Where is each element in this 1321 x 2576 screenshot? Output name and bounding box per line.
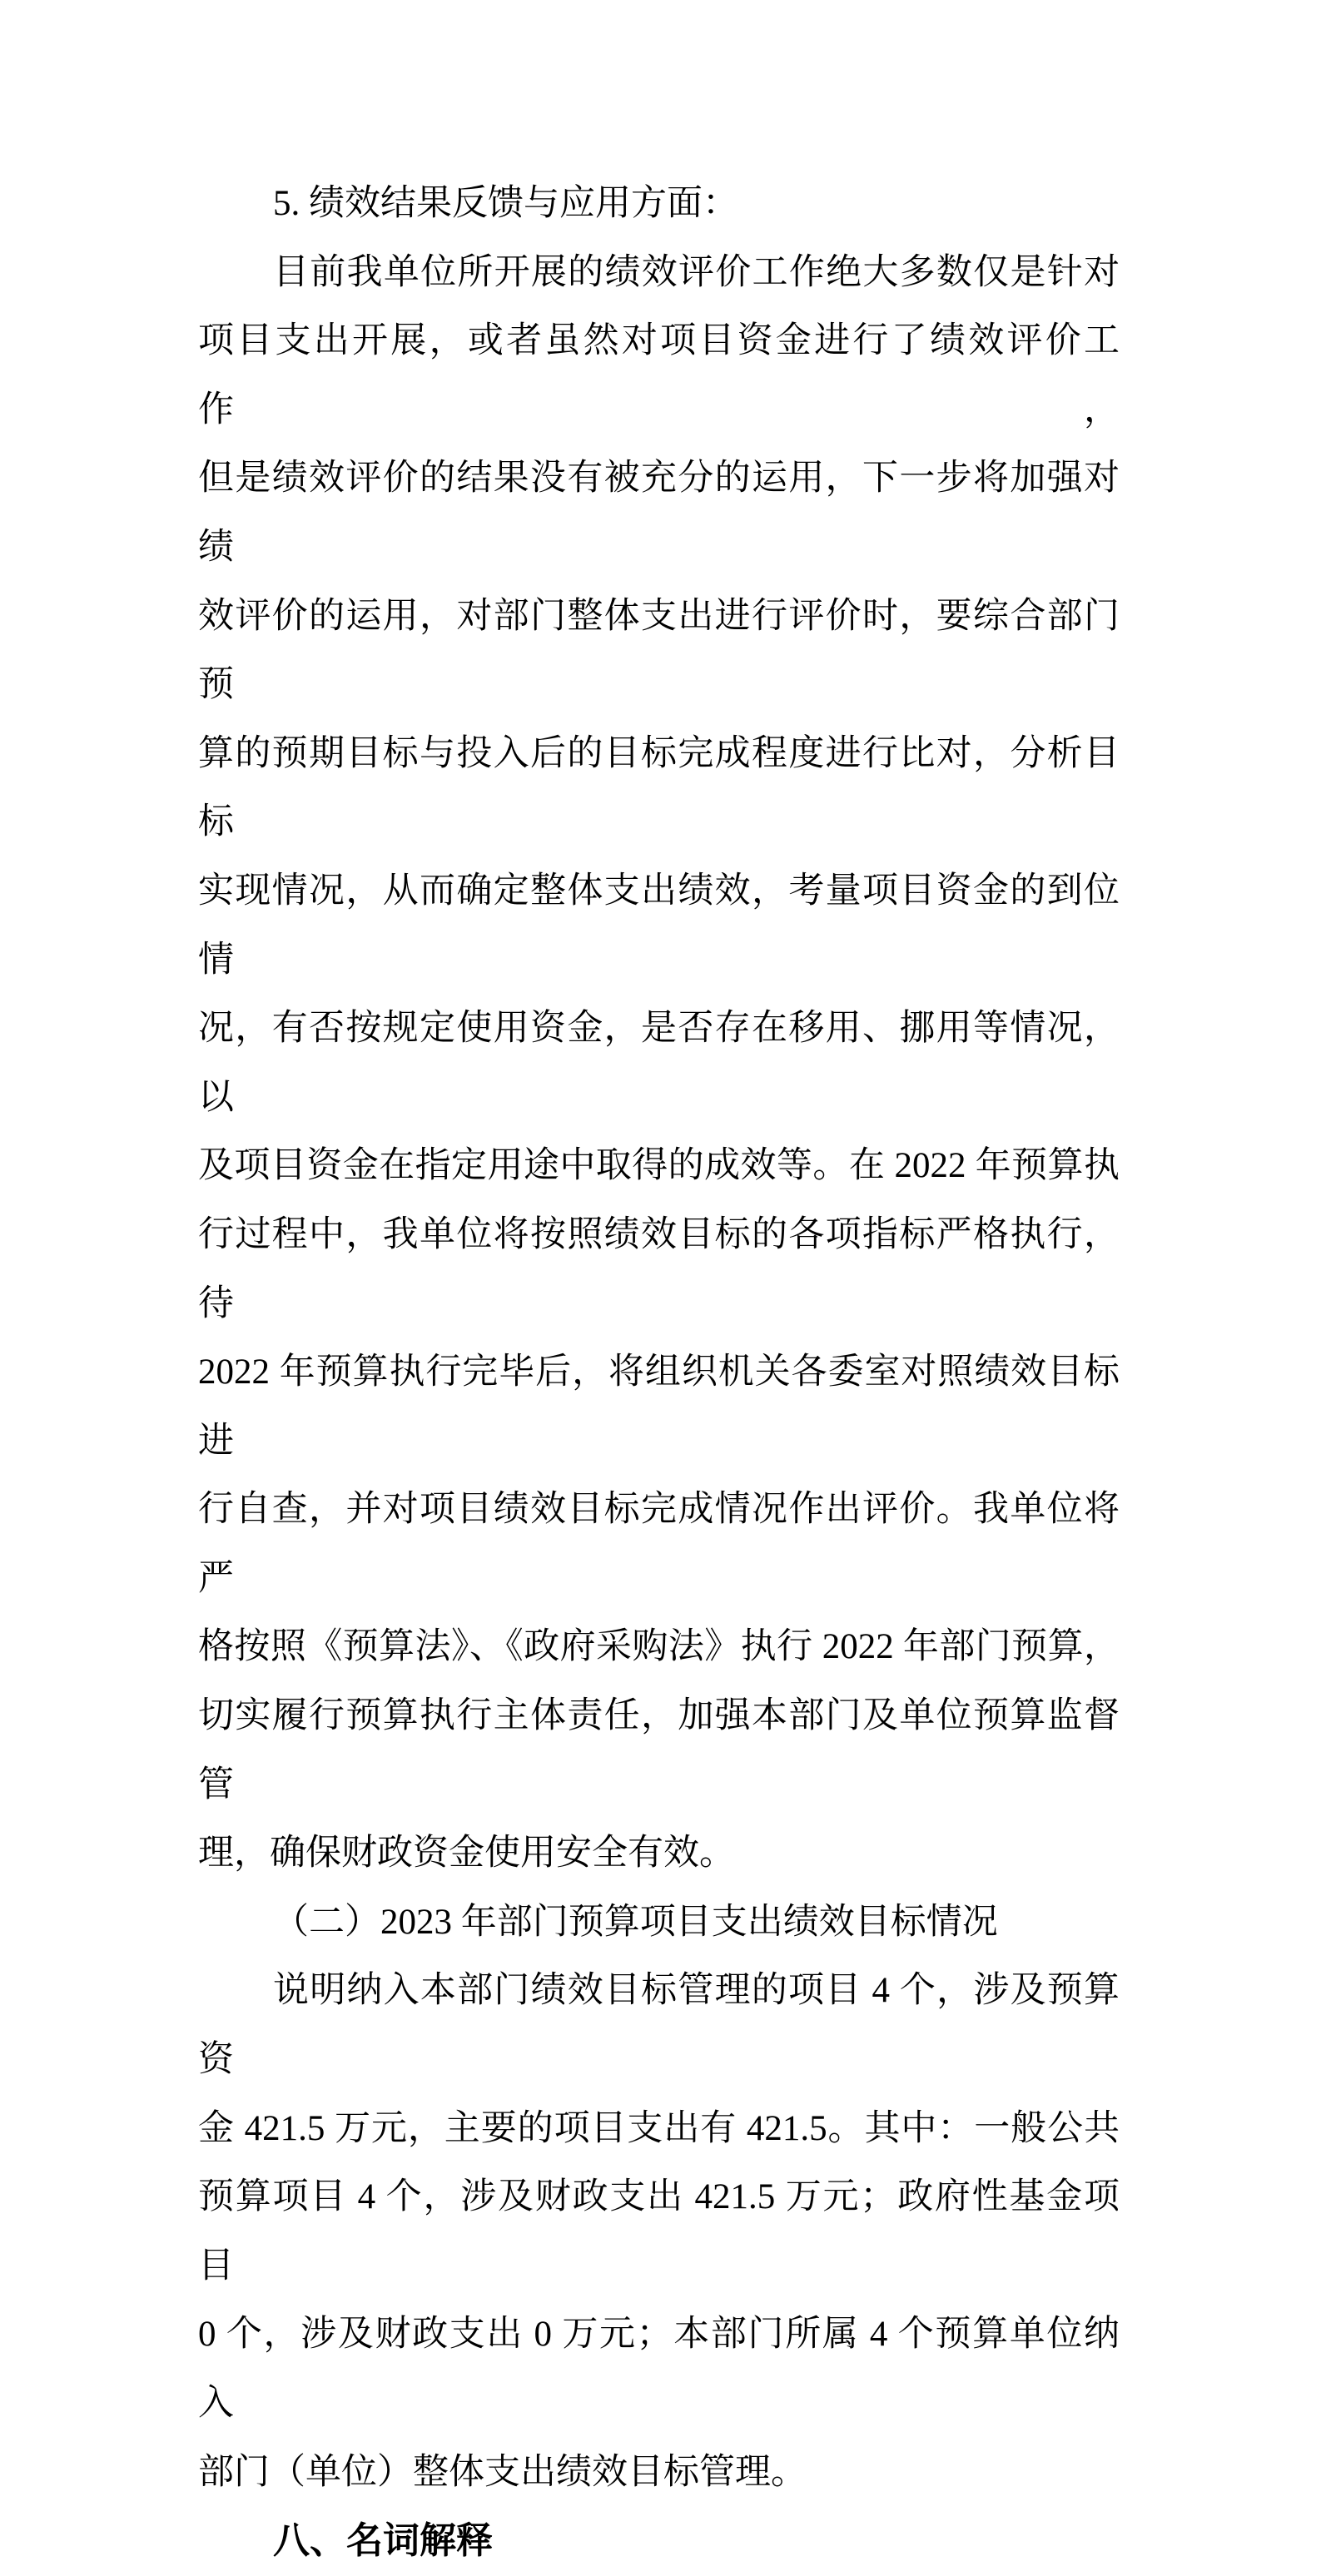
paragraph-line: 行过程中，我单位将按照绩效目标的各项指标严格执行，待: [198, 1214, 1120, 1323]
paragraph-line: 部门（单位）整体支出绩效目标管理。: [198, 2452, 807, 2492]
document-body: [198, 170, 1120, 2576]
subsection-heading-5: 5. 绩效结果反馈与应用方面：: [273, 184, 738, 223]
paragraph-line: 金 421.5 万元，主要的项目支出有 421.5。其中：一般公共: [198, 2108, 1120, 2148]
paragraph-line: 预算项目 4 个，涉及财政支出 421.5 万元；政府性基金项目: [198, 2177, 1120, 2286]
paragraph-line: 说明纳入本部门绩效目标管理的项目 4 个，涉及预算资: [198, 1971, 1120, 2080]
paragraph-line: 项目支出开展，或者虽然对项目资金进行了绩效评价工作，: [198, 321, 1120, 429]
paragraph-line: 2022 年预算执行完毕后，将组织机关各委室对照绩效目标进: [198, 1353, 1120, 1461]
paragraph-line: 况，有否按规定使用资金，是否存在移用、挪用等情况，以: [198, 1009, 1120, 1117]
paragraph-line: 目前我单位所开展的绩效评价工作绝大多数仅是针对: [273, 252, 1120, 292]
paragraph-line: 行自查，并对项目绩效目标完成情况作出评价。我单位将严: [198, 1490, 1120, 1598]
subsection-heading-2-2023: （二）2023 年部门预算项目支出绩效目标情况: [273, 1902, 998, 1942]
paragraph-line: 0 个，涉及财政支出 0 万元；本部门所属 4 个预算单位纳入: [198, 2315, 1120, 2423]
paragraph-line: 算的预期目标与投入后的目标完成程度进行比对，分析目标: [198, 733, 1120, 842]
paragraph-line: 切实履行预算执行主体责任，加强本部门及单位预算监督管: [198, 1696, 1120, 1804]
paragraph-line: 实现情况，从而确定整体支出绩效，考量项目资金的到位情: [198, 871, 1120, 980]
paragraph-line: 格按照《预算法》、《政府采购法》执行 2022 年部门预算，: [198, 1627, 1120, 1667]
section-heading-glossary: 八、名词解释: [273, 2520, 493, 2562]
paragraph-line: 及项目资金在指定用途中取得的成效等。在 2022 年预算执: [198, 1146, 1120, 1186]
paragraph-line: 效评价的运用，对部门整体支出进行评价时，要综合部门预: [198, 596, 1120, 705]
paragraph-line: 理，确保财政资金使用安全有效。: [198, 1834, 735, 1874]
paragraph-line: 但是绩效评价的结果没有被充分的运用，下一步将加强对绩: [198, 459, 1120, 567]
